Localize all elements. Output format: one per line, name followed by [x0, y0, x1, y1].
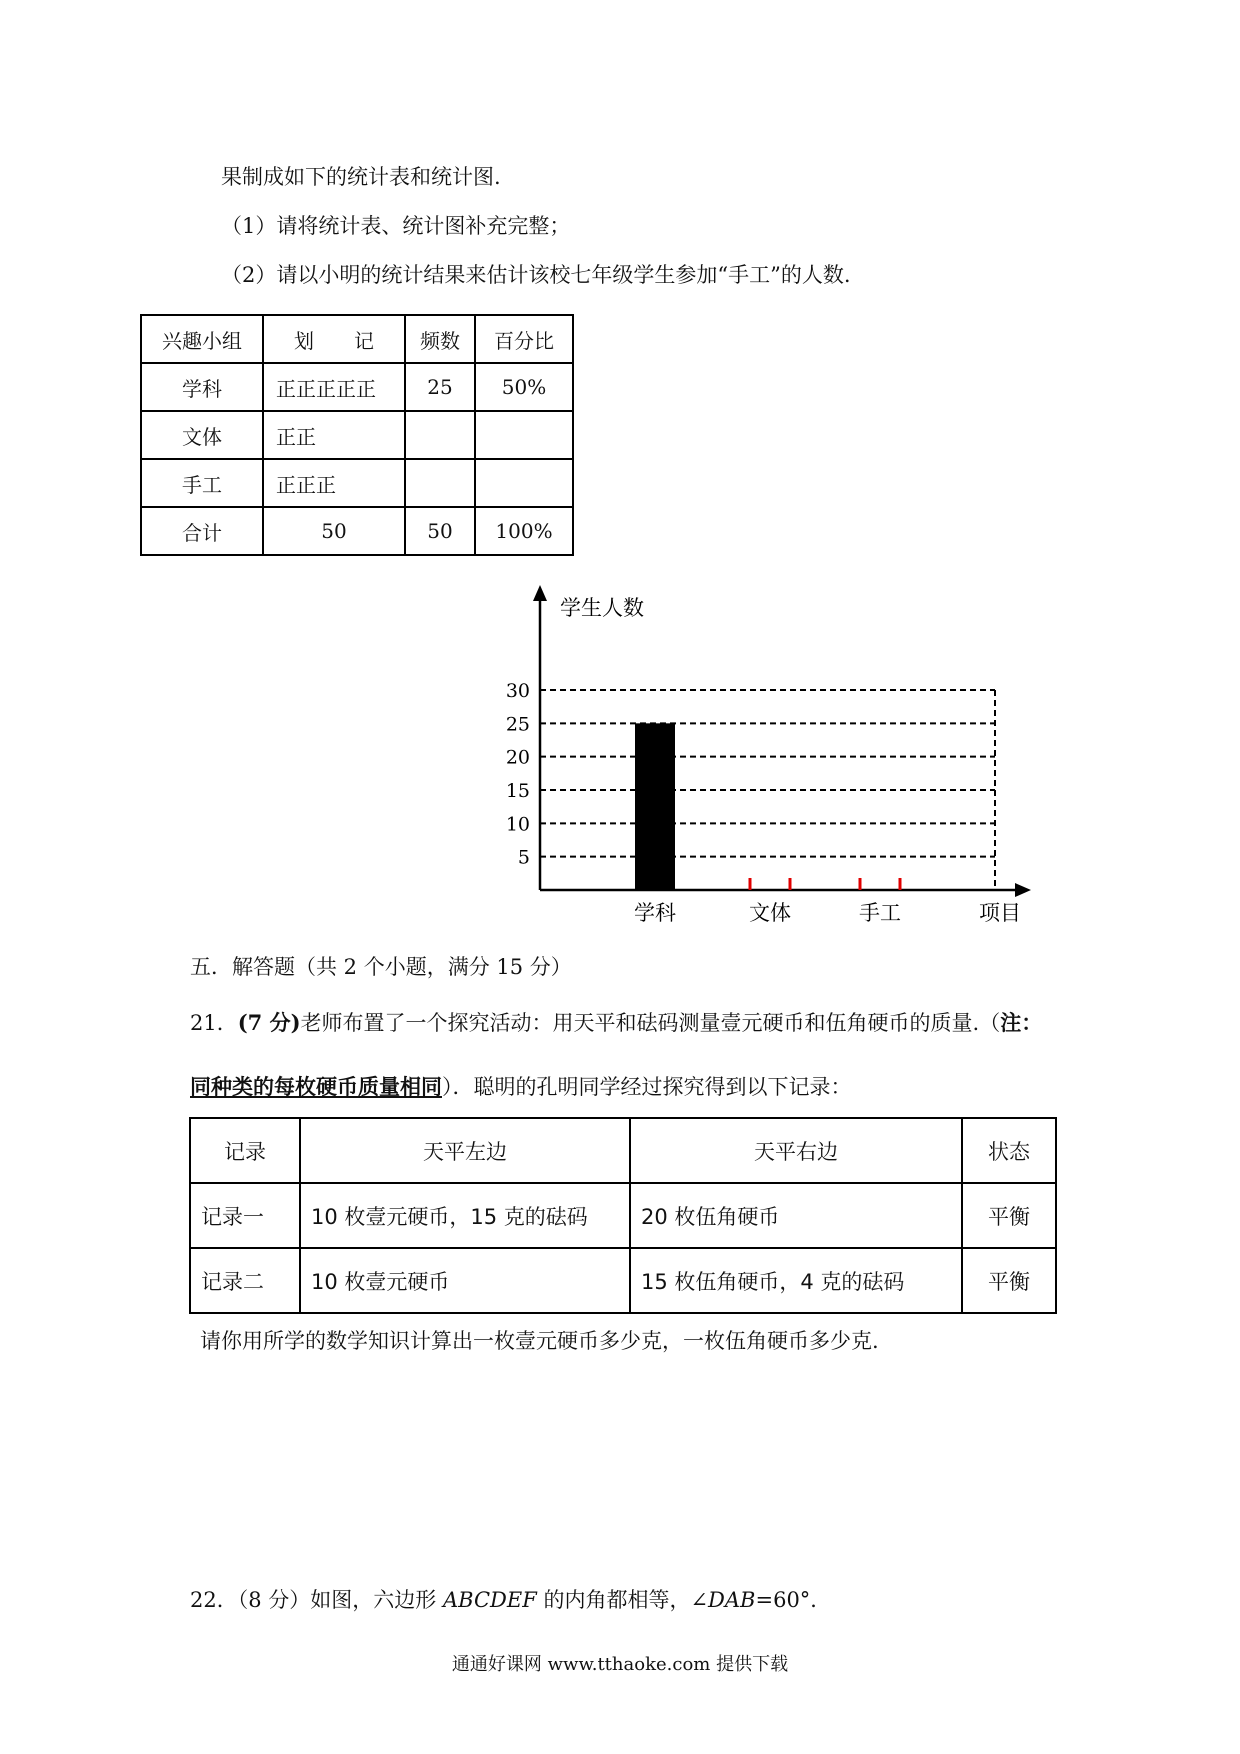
question-22: [190, 1584, 831, 1614]
table-header: 状态: [962, 1118, 1056, 1183]
hexagon-label: ABCDEF: [442, 1588, 537, 1612]
question-text: 的内角都相等，∠: [536, 1588, 709, 1612]
footer: 通通好课网 www.tthaoke.com 提供下载: [451, 1654, 789, 1675]
question-1: （1）请将统计表、统计图补充完整；: [221, 214, 571, 238]
table-cell: 平衡: [962, 1248, 1056, 1313]
y-tick-label: 15: [505, 780, 530, 802]
question-score: (7 分): [237, 1010, 301, 1035]
note-text: 同种类的每枚硬币质量相同: [190, 1075, 442, 1099]
y-tick-label: 30: [505, 680, 530, 702]
y-tick-label: 10: [505, 813, 530, 836]
table-cell: [475, 459, 573, 507]
question-21-line2: [190, 1071, 852, 1101]
note-label: 注：: [1000, 1010, 1043, 1035]
table-cell: 文体: [141, 411, 263, 459]
table-header: 频数: [405, 315, 475, 363]
x-tick-label: 学科: [634, 901, 676, 925]
table-cell: 记录一: [190, 1183, 300, 1248]
balance-record-table: [189, 1117, 1057, 1314]
table-cell: 50: [405, 507, 475, 555]
question-21: [190, 1007, 1042, 1037]
student-count-bar-chart: [480, 585, 1040, 925]
table-row-total: [141, 507, 573, 555]
table-cell: 50: [263, 507, 405, 555]
x-axis-label: 项目: [979, 901, 1021, 925]
table-row: [141, 363, 573, 411]
table-cell: 10 枚壹元硬币: [300, 1248, 630, 1313]
intro-line: 果制成如下的统计表和统计图.: [221, 165, 501, 189]
question-text: 如图，六边形: [310, 1588, 443, 1612]
x-tick-label: 文体: [749, 901, 791, 925]
question-text: =60°．: [755, 1588, 832, 1612]
table-cell: 手工: [141, 459, 263, 507]
table-cell: 10 枚壹元硬币，15 克的砝码: [300, 1183, 630, 1248]
table-cell: 正正正正正: [263, 363, 405, 411]
table-header: 划 记: [263, 315, 405, 363]
question-text: ）．聪明的孔明同学经过探究得到以下记录：: [442, 1075, 852, 1099]
table-cell: 记录二: [190, 1248, 300, 1313]
table-cell: 合计: [141, 507, 263, 555]
question-score: （8 分）: [237, 1588, 311, 1612]
table-cell: 25: [405, 363, 475, 411]
section-heading: 五．解答题（共 2 个小题，满分 15 分）: [190, 955, 572, 979]
table-header: 天平右边: [630, 1118, 962, 1183]
question-number: 21．: [190, 1011, 238, 1035]
table-cell: [405, 459, 475, 507]
table-cell: 20 枚伍角硬币: [630, 1183, 962, 1248]
table-row: [141, 411, 573, 459]
question-text: 老师布置了一个探究活动：用天平和砝码测量壹元硬币和伍角硬币的质量.（: [300, 1011, 1001, 1035]
table-cell: 100%: [475, 507, 573, 555]
table-header-row: [190, 1118, 1056, 1183]
y-tick-label: 25: [505, 713, 530, 736]
table-cell: [475, 411, 573, 459]
table-header: 记录: [190, 1118, 300, 1183]
table-cell: 学科: [141, 363, 263, 411]
question-21-prompt: 请你用所学的数学知识计算出一枚壹元硬币多少克，一枚伍角硬币多少克.: [200, 1329, 879, 1353]
table-cell: 15 枚伍角硬币，4 克的砝码: [630, 1248, 962, 1313]
question-number: 22．: [190, 1588, 238, 1612]
table-row: [190, 1248, 1056, 1313]
angle-label: DAB: [708, 1588, 756, 1612]
table-header: 天平左边: [300, 1118, 630, 1183]
y-tick-label: 5: [517, 846, 530, 869]
bar: [635, 723, 675, 890]
table-cell: 50%: [475, 363, 573, 411]
table-header: 兴趣小组: [141, 315, 263, 363]
x-tick-label: 手工: [859, 901, 901, 925]
table-cell: [405, 411, 475, 459]
table-row: [190, 1183, 1056, 1248]
table-header-row: [141, 315, 573, 363]
table-header: 百分比: [475, 315, 573, 363]
interest-group-table: [140, 314, 574, 556]
y-axis-arrow-icon: [533, 585, 547, 601]
y-axis-label: 学生人数: [560, 596, 644, 620]
y-tick-label: 20: [505, 746, 530, 769]
x-axis-arrow-icon: [1015, 883, 1031, 897]
question-2: （2）请以小明的统计结果来估计该校七年级学生参加“手工”的人数.: [221, 263, 851, 287]
table-cell: 正正正: [263, 459, 405, 507]
table-cell: 平衡: [962, 1183, 1056, 1248]
table-row: [141, 459, 573, 507]
table-cell: 正正: [263, 411, 405, 459]
